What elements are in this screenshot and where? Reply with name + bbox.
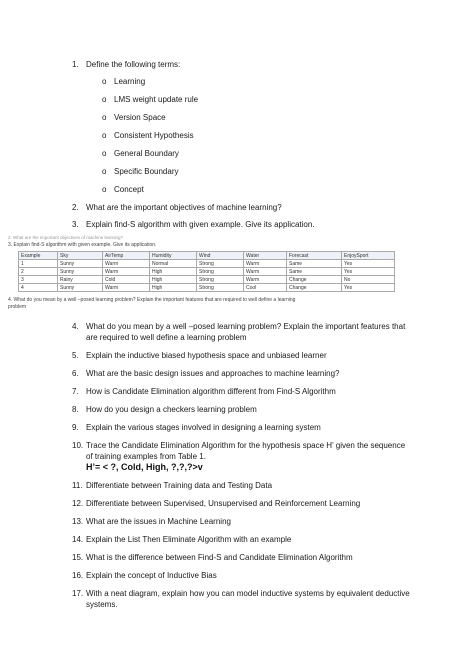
table-cell: Warm xyxy=(244,276,287,284)
question-4 xyxy=(72,322,412,343)
question-number: 10. xyxy=(72,441,84,450)
table-row xyxy=(19,284,395,292)
question-text: What are the important objectives of machine learning? xyxy=(86,203,282,212)
table-cell: Same xyxy=(287,260,342,268)
question-14 xyxy=(72,535,412,546)
question-13 xyxy=(72,517,412,528)
table-cell: Same xyxy=(287,268,342,276)
question-text: What are the basic design issues and approaches to machine learning? xyxy=(86,369,340,378)
table-cell: Yes xyxy=(342,268,395,276)
question-text: Explain the inductive biased hypothesis space and unbiased learner xyxy=(86,351,327,360)
question-number: 17. xyxy=(72,589,84,598)
hypothesis-text: H’= < ?, Cold, High, ?,?,?>v xyxy=(86,462,203,472)
question-number: 12. xyxy=(72,499,84,508)
question-6 xyxy=(72,369,412,380)
table-cell: Sunny xyxy=(58,284,103,292)
table-cell: 4 xyxy=(19,284,58,292)
embedded-line: 2. What are the important objectives of machine learning? xyxy=(8,235,124,240)
embedded-table-image xyxy=(8,235,468,315)
table-cell: Strong xyxy=(197,276,244,284)
table-cell: Rainy xyxy=(58,276,103,284)
question-2 xyxy=(72,203,412,214)
question-number: 9. xyxy=(72,423,79,432)
question-text: Explain the various stages involved in designing a learning system xyxy=(86,423,321,432)
table-header: AirTemp xyxy=(103,252,150,260)
question-7 xyxy=(72,387,412,398)
question-text: Differentiate between Training data and Testing Data xyxy=(86,481,273,490)
bullet: o xyxy=(102,113,107,122)
term-label: LMS weight update rule xyxy=(114,95,199,104)
question-17 xyxy=(72,589,412,610)
table-cell: Cold xyxy=(103,276,150,284)
question-10 xyxy=(72,441,412,462)
embedded-line: problem xyxy=(8,304,27,310)
question-3 xyxy=(72,220,412,231)
question-text: What is the difference between Find-S and Candidate Elimination Algorithm xyxy=(86,553,353,562)
term-label: General Boundary xyxy=(114,149,179,158)
question-number: 4. xyxy=(72,322,79,331)
table-header: EnjoySport xyxy=(342,252,395,260)
question-11 xyxy=(72,481,412,492)
table-row xyxy=(19,260,395,268)
question-8 xyxy=(72,405,412,416)
table-cell: Yes xyxy=(342,260,395,268)
table-cell: Sunny xyxy=(58,268,103,276)
question-number: 5. xyxy=(72,351,79,360)
table-cell: Strong xyxy=(197,260,244,268)
table-header: Humidity xyxy=(150,252,197,260)
term-label: Specific Boundary xyxy=(114,167,179,176)
table-cell: Cool xyxy=(244,284,287,292)
bullet: o xyxy=(102,185,107,194)
table-cell: High xyxy=(150,284,197,292)
table-cell: Strong xyxy=(197,284,244,292)
table-header: Example xyxy=(19,252,58,260)
table-cell: 1 xyxy=(19,260,58,268)
question-number: 16. xyxy=(72,571,84,580)
table-cell: Warm xyxy=(244,268,287,276)
question-number: 6. xyxy=(72,369,79,378)
question-text: With a neat diagram, explain how you can model inductive systems by equivalent deductive systems. xyxy=(86,589,410,609)
question-text: Trace the Candidate Elimination Algorithm for the hypothesis space H’ given the sequence of training examples from Table 1. xyxy=(86,441,406,461)
table-header: Sky xyxy=(58,252,103,260)
question-number: 8. xyxy=(72,405,79,414)
term-label: Learning xyxy=(114,77,146,86)
question-number: 15. xyxy=(72,553,84,562)
embedded-line: 3. Explain find-S algorithm with given example. Give its application. xyxy=(8,242,157,248)
table-row xyxy=(19,268,395,276)
question-1 xyxy=(72,60,412,71)
question-text: What do you mean by a well –posed learning problem? Explain the important features that are required to well define a learning problem xyxy=(86,322,406,342)
question-number: 1. xyxy=(72,60,79,69)
table-header: Wind xyxy=(197,252,244,260)
embedded-line: 4. What do you mean by a well –posed learning problem? Explain the important features that are required to well define a learning xyxy=(8,297,296,303)
question-number: 11. xyxy=(72,481,83,490)
table-header: Water xyxy=(244,252,287,260)
table-cell: Change xyxy=(287,276,342,284)
table-cell: Yes xyxy=(342,284,395,292)
table-cell: Normal xyxy=(150,260,197,268)
question-16 xyxy=(72,571,412,582)
question-number: 13. xyxy=(72,517,84,526)
question-number: 3. xyxy=(72,220,79,229)
question-text: Explain the concept of Inductive Bias xyxy=(86,571,217,580)
bullet: o xyxy=(102,131,107,140)
table-cell: 3 xyxy=(19,276,58,284)
table-row xyxy=(19,276,395,284)
question-9 xyxy=(72,423,412,434)
question-text: How do you design a checkers learning problem xyxy=(86,405,257,414)
question-5 xyxy=(72,351,412,362)
table-cell: Warm xyxy=(103,284,150,292)
bullet: o xyxy=(102,77,107,86)
table-header-row xyxy=(19,252,395,260)
question-12 xyxy=(72,499,412,510)
term-label: Concept xyxy=(114,185,144,194)
bullet: o xyxy=(102,167,107,176)
question-text: Explain find-S algorithm with given example. Give its application. xyxy=(86,220,315,229)
question-number: 2. xyxy=(72,203,79,212)
table-cell: Sunny xyxy=(58,260,103,268)
term-label: Consistent Hypothesis xyxy=(114,131,194,140)
table-cell: Change xyxy=(287,284,342,292)
table-cell: High xyxy=(150,276,197,284)
table-cell: Warm xyxy=(103,268,150,276)
question-15 xyxy=(72,553,412,564)
question-text: What are the issues in Machine Learning xyxy=(86,517,231,526)
question-text: How is Candidate Elimination algorithm different from Find-S Algorithm xyxy=(86,387,336,396)
table-cell: 2 xyxy=(19,268,58,276)
question-text: Explain the List Then Eliminate Algorithm with an example xyxy=(86,535,292,544)
question-number: 14. xyxy=(72,535,84,544)
table-cell: Warm xyxy=(103,260,150,268)
table-header: Forecast xyxy=(287,252,342,260)
example-table xyxy=(18,251,395,292)
table-cell: Strong xyxy=(197,268,244,276)
bullet: o xyxy=(102,95,107,104)
question-text: Define the following terms: xyxy=(86,60,181,69)
table-cell: Warm xyxy=(244,260,287,268)
term-label: Version Space xyxy=(114,113,166,122)
bullet: o xyxy=(102,149,107,158)
question-text: Differentiate between Supervised, Unsupervised and Reinforcement Learning xyxy=(86,499,361,508)
table-cell: No xyxy=(342,276,395,284)
question-number: 7. xyxy=(72,387,79,396)
table-cell: High xyxy=(150,268,197,276)
